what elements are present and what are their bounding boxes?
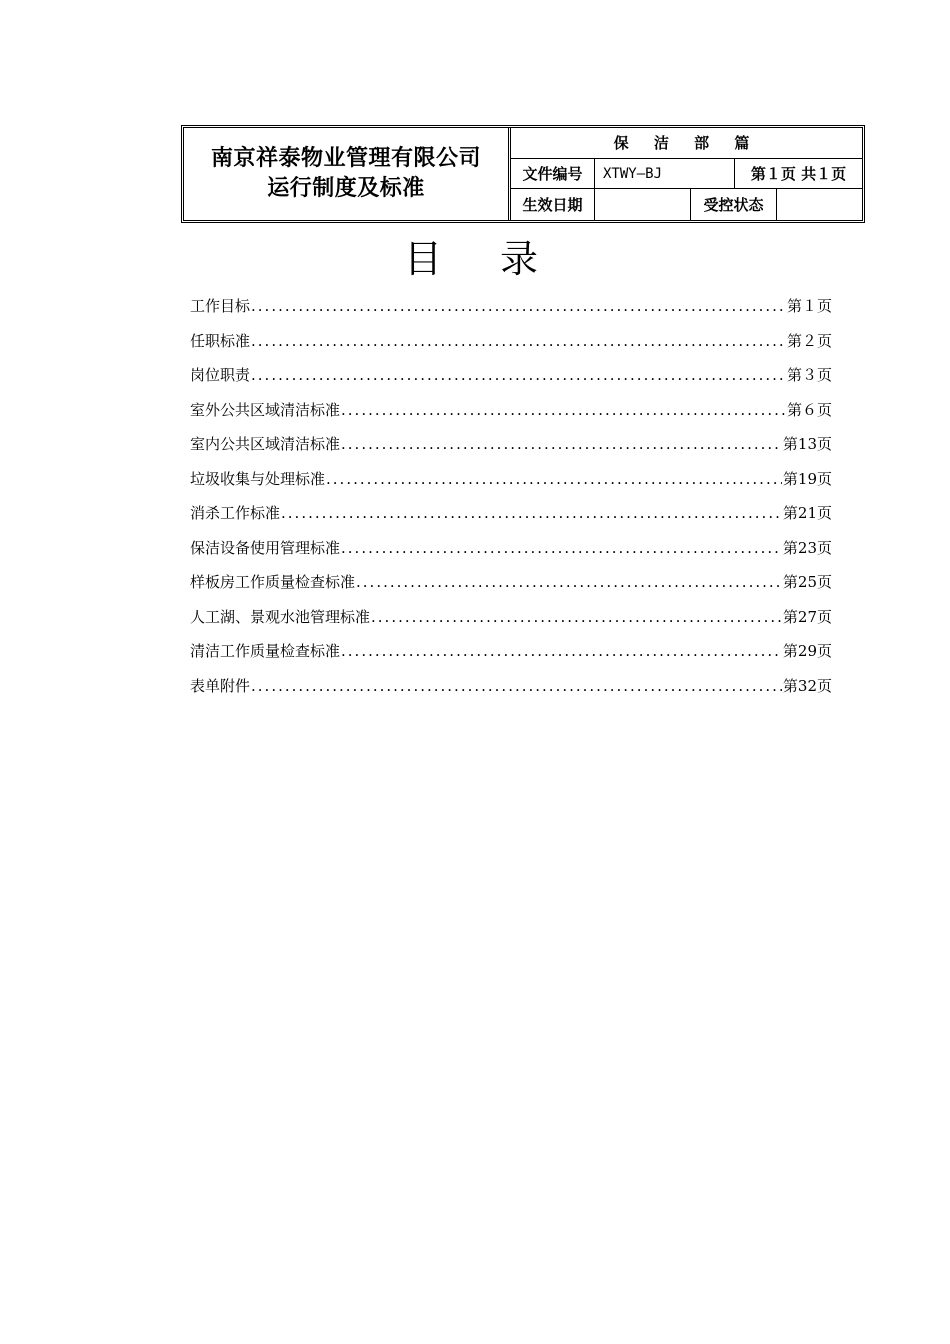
toc-item-page: 第６页 (786, 400, 832, 419)
toc-leader-dots (251, 677, 782, 695)
toc-item-page: 第29页 (782, 642, 832, 660)
toc-item[interactable] (190, 295, 832, 330)
doc-number-label: 文件编号 (511, 159, 595, 189)
control-status-value (777, 189, 862, 220)
toc-item[interactable] (190, 640, 832, 675)
doc-number-value: XTWY—BJ (595, 159, 735, 189)
effective-date-row (511, 189, 862, 220)
toc-item-title: 人工湖、景观水池管理标准 (190, 607, 371, 626)
toc-item-title: 室内公共区域清洁标准 (190, 435, 341, 453)
page-title: 目录 (403, 237, 596, 281)
toc-item[interactable] (190, 433, 832, 468)
toc-item-title: 清洁工作质量检查标准 (190, 642, 341, 660)
page-info: 第１页 共１页 (750, 165, 847, 183)
toc-leader-dots (341, 435, 782, 453)
toc-leader-dots (326, 470, 782, 488)
toc-leader-dots (371, 608, 782, 626)
toc-item-title: 岗位职责 (190, 366, 251, 384)
toc-item[interactable] (190, 364, 832, 399)
toc-item-title: 任职标准 (190, 331, 251, 350)
toc-item[interactable] (190, 606, 832, 641)
toc-item-page: 第23页 (782, 538, 832, 557)
toc-item-title: 保洁设备使用管理标准 (190, 538, 341, 557)
toc-leader-dots (356, 573, 782, 591)
doc-number-row (511, 159, 862, 190)
toc-item[interactable] (190, 502, 832, 537)
effective-date-value (595, 189, 691, 220)
toc-item[interactable] (190, 675, 832, 710)
document-subtitle: 运行制度及标准 (267, 176, 425, 201)
document-header-table (181, 125, 865, 223)
toc-item-page: 第13页 (782, 435, 832, 453)
company-name: 南京祥泰物业管理有限公司 (210, 146, 481, 171)
toc-leader-dots (281, 504, 782, 522)
toc-item-page: 第27页 (782, 607, 832, 626)
toc-item-page: 第32页 (782, 676, 832, 695)
toc-item-page: 第２页 (786, 331, 832, 350)
control-status-label: 受控状态 (691, 189, 777, 220)
toc-item[interactable] (190, 468, 832, 503)
toc-item[interactable] (190, 330, 832, 365)
toc-item[interactable] (190, 399, 832, 434)
document-meta (511, 128, 862, 220)
toc-leader-dots (341, 539, 782, 557)
toc-item[interactable] (190, 537, 832, 572)
toc-item-title: 样板房工作质量检查标准 (190, 573, 356, 591)
company-name-block (184, 128, 511, 220)
toc-item-title: 工作目标 (190, 297, 251, 315)
toc-leader-dots (251, 366, 786, 384)
toc-item-title: 表单附件 (190, 676, 251, 695)
toc-leader-dots (341, 642, 782, 660)
toc-item-page: 第１页 (786, 297, 832, 315)
toc-leader-dots (341, 401, 786, 419)
toc-item-page: 第21页 (782, 504, 832, 522)
toc-leader-dots (251, 297, 786, 315)
toc-item-title: 室外公共区域清洁标准 (190, 400, 341, 419)
toc-item-page: 第３页 (786, 366, 832, 384)
toc-item-page: 第19页 (782, 469, 832, 488)
section-title: 保 洁 部 篇 (511, 128, 862, 159)
effective-date-label: 生效日期 (511, 189, 595, 220)
toc-leader-dots (251, 332, 786, 350)
toc-item[interactable] (190, 571, 832, 606)
table-of-contents (190, 295, 832, 709)
toc-item-title: 垃圾收集与处理标准 (190, 469, 326, 488)
toc-item-title: 消杀工作标准 (190, 504, 281, 522)
toc-item-page: 第25页 (782, 573, 832, 591)
